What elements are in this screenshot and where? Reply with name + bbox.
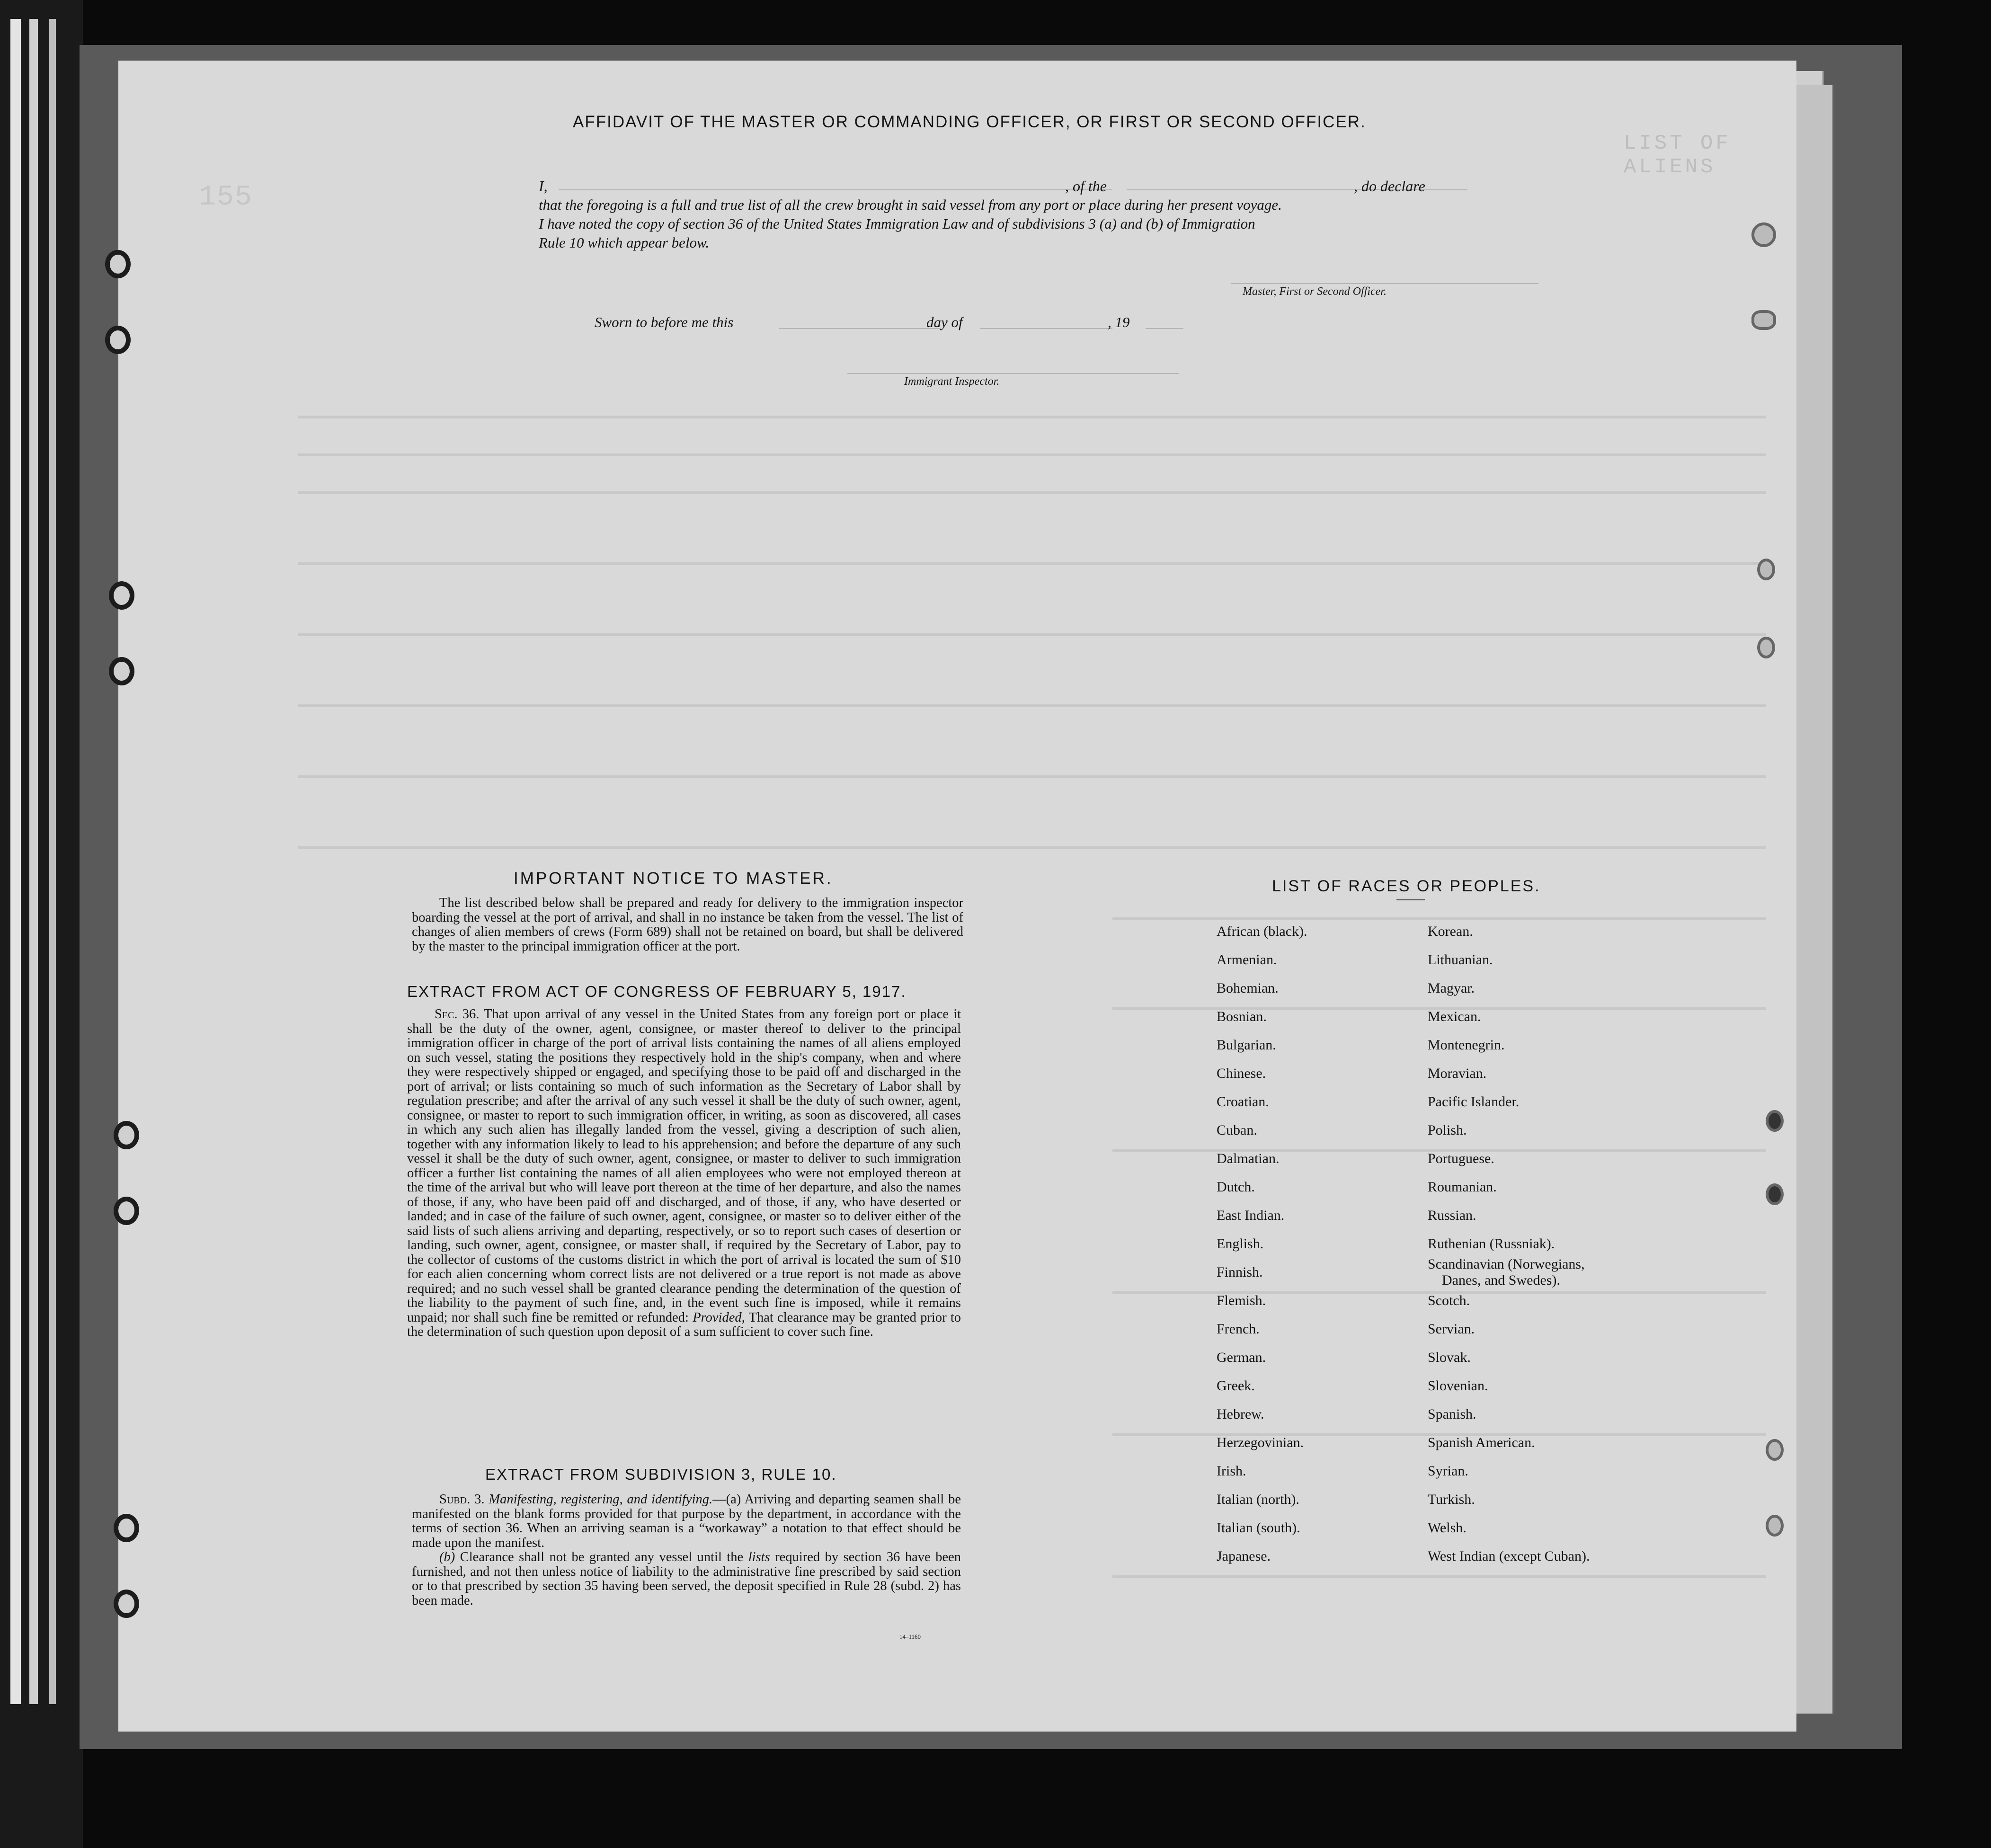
race-item: Portuguese. xyxy=(1428,1151,1494,1166)
race-item: Spanish American. xyxy=(1428,1435,1535,1450)
sworn-month-blank[interactable] xyxy=(980,328,1112,329)
act-sec-36-paragraph xyxy=(407,1007,961,1340)
race-item: Herzegovinian. xyxy=(1217,1435,1304,1450)
punch-hole xyxy=(114,1121,139,1149)
subd-b-lists: lists xyxy=(748,1550,770,1564)
notice-paragraph: The list described below shall be prepared and ready for delivery to the immigration inspector boarding the vessel at the port of arrival, and shall in no instance be taken from the vessel. The list of changes of alien members of crews (Form 689) shall not be retained on board, but shall be delivered by the master to the principal immigration officer at the port. xyxy=(412,896,963,954)
affidavit-statement-line-1: that the foregoing is a full and true list of all the crew brought in said vessel from any port or place during her present voyage. xyxy=(539,196,1282,213)
punch-hole xyxy=(1751,310,1776,330)
punch-hole xyxy=(1766,1110,1784,1132)
inspector-caption: Immigrant Inspector. xyxy=(904,375,1000,388)
affidavit-i-label: I, xyxy=(539,178,548,195)
notice-title: IMPORTANT NOTICE TO MASTER. xyxy=(514,869,833,888)
punch-hole xyxy=(105,326,131,354)
binder-strip xyxy=(10,19,21,1704)
race-item: Lithuanian. xyxy=(1428,952,1493,968)
race-item: Croatian. xyxy=(1217,1094,1269,1110)
race-item: Japanese. xyxy=(1217,1548,1271,1564)
manifest-page xyxy=(118,61,1796,1732)
race-item: Pacific Islander. xyxy=(1428,1094,1520,1110)
race-item: Chinese. xyxy=(1217,1066,1266,1081)
race-item: Italian (south). xyxy=(1217,1520,1300,1536)
race-item-continued: Danes, and Swedes). xyxy=(1442,1272,1560,1288)
bleed-through-rule xyxy=(298,491,1766,494)
subd-a-text: —(a) Arriving and departing seamen shall be manifested on the blank forms provided for that purpose by the department, in accordance with the terms of section 36. When an arriving seaman is a “workaway” a notation to that effect should be made upon the manifest. xyxy=(412,1492,961,1550)
race-item: Korean. xyxy=(1428,924,1473,939)
race-item: Scotch. xyxy=(1428,1293,1470,1308)
subd-heading: Manifesting, registering, and identifying. xyxy=(489,1492,713,1507)
races-title: LIST OF RACES OR PEOPLES. xyxy=(1272,877,1541,895)
punch-hole xyxy=(1766,1515,1784,1537)
punch-hole xyxy=(1766,1439,1784,1461)
affidavit-statement-line-2: I have noted the copy of section 36 of the United States Immigration Law and of subdivisions 3 (a) and (b) of Immigration xyxy=(539,215,1255,232)
race-item: Irish. xyxy=(1217,1463,1246,1479)
race-item: Slovak. xyxy=(1428,1350,1471,1365)
race-item: Mexican. xyxy=(1428,1009,1481,1024)
binder-strip xyxy=(49,19,56,1704)
bleed-through-rule xyxy=(298,416,1766,418)
race-item: Magyar. xyxy=(1428,980,1475,996)
subdivision-b-paragraph xyxy=(412,1550,961,1608)
race-item: Dutch. xyxy=(1217,1179,1255,1195)
rule-extract-title: EXTRACT FROM SUBDIVISION 3, RULE 10. xyxy=(485,1466,837,1483)
bleed-through-rule xyxy=(298,453,1766,456)
race-item: Russian. xyxy=(1428,1208,1476,1223)
bleed-through-rule xyxy=(1112,1575,1766,1578)
race-item: Moravian. xyxy=(1428,1066,1487,1081)
race-item: East Indian. xyxy=(1217,1208,1285,1223)
sec-36-text: That upon arrival of any vessel in the United States from any foreign port or place it shall be the duty of the owner, agent, consignee, or master thereof to deliver to the principal immigration officer in charge of the port of arrival lists containing the names of all aliens employed on such vessel, stating the positions they respectively hold in the ship's company, when and where they were respectively shipped or engaged, and specifying those to be paid off and discharged in the port of arrival; or lists containing so much of such information as the Secretary of Labor shall by regulation prescribe; and after the arrival of any such vessel it shall be the duty of such owner, agent, consignee, or master to report to such immigration officer, in writing, as soon as discovered, all cases in which any such alien has illegally landed from the vessel, giving a description of such alien, together with any information likely to lead to his apprehension; and before the departure of any such vessel it shall be the duty of such owner, agent, consignee, or master to deliver to such immigration officer a further list containing the names of all alien employees who were not employed thereon at the time of the arrival but who will leave port thereon at the time of her departure, and also the names of those, if any, who have been paid off and discharged, and of those, if any, who have deserted or landed; and in case of the failure of such owner, agent, consignee, or master so to deliver either of the said lists of such aliens arriving and departing, respectively, or so to report such cases of desertion or landing, such owner, agent, consignee, or master shall, if required by the Secretary of Labor, pay to the collector of customs of the customs district in which the port of arrival is located the sum of $10 for each alien concerning whom correct lists are not delivered or a true report is not made as above required; and no such vessel shall be granted clearance pending the determination of the question of the liability to the payment of such fine, and, in the event such fine is imposed, while it remains unpaid; nor shall such fine be remitted or refunded: xyxy=(407,1007,961,1325)
affidavit-do-declare-label: , do declare xyxy=(1354,178,1425,195)
bleed-through-rule xyxy=(298,562,1766,565)
punch-hole xyxy=(1757,637,1775,658)
race-item: Bohemian. xyxy=(1217,980,1279,996)
race-item: Turkish. xyxy=(1428,1492,1475,1507)
race-item: Flemish. xyxy=(1217,1293,1266,1308)
race-item: African (black). xyxy=(1217,924,1307,939)
sworn-year-blank[interactable] xyxy=(1146,328,1183,329)
race-item: Roumanian. xyxy=(1428,1179,1497,1195)
races-column-right xyxy=(1428,924,1759,1564)
signatory-caption: Master, First or Second Officer. xyxy=(1243,285,1387,298)
race-item: Finnish. xyxy=(1217,1264,1263,1280)
inspector-signature-blank[interactable] xyxy=(847,373,1179,374)
race-item: French. xyxy=(1217,1321,1260,1337)
affidavit-statement-line-3: Rule 10 which appear below. xyxy=(539,234,710,251)
sworn-label: Sworn to before me this xyxy=(595,314,734,330)
bleed-through-rule xyxy=(298,633,1766,636)
race-item: Armenian. xyxy=(1217,952,1277,968)
race-item: Welsh. xyxy=(1428,1520,1467,1536)
punch-hole xyxy=(109,581,134,610)
punch-hole xyxy=(114,1514,139,1542)
punch-hole xyxy=(1766,1183,1784,1205)
punch-hole xyxy=(114,1197,139,1225)
bleed-through-rule xyxy=(1112,917,1766,920)
bleed-through-rule xyxy=(298,704,1766,707)
punch-hole xyxy=(1751,222,1776,247)
year-label: , 19 xyxy=(1108,314,1130,330)
race-item: Syrian. xyxy=(1428,1463,1468,1479)
provided-label: Provided, xyxy=(693,1310,745,1325)
race-item: Cuban. xyxy=(1217,1122,1257,1138)
punch-hole xyxy=(1757,559,1775,580)
race-item: German. xyxy=(1217,1350,1266,1365)
binder-strip xyxy=(29,19,38,1704)
punch-hole xyxy=(105,250,131,278)
race-item: Dalmatian. xyxy=(1217,1151,1280,1166)
subdivision-a-paragraph xyxy=(412,1493,961,1550)
race-item: Spanish. xyxy=(1428,1406,1476,1422)
officer-signature-blank[interactable] xyxy=(1231,283,1538,284)
act-extract-title: EXTRACT FROM ACT OF CONGRESS OF FEBRUARY 5, 1917. xyxy=(407,983,907,1000)
race-item: English. xyxy=(1217,1236,1264,1252)
subd-b-text-rest: required by section 36 have been furnished, and not then unless notice of liability to the administrative fine prescribed by said section or to that prescribed by section 35 having been served, the deposit specified in Rule 28 (subd. 2) has been made. xyxy=(412,1550,961,1608)
race-item: Ruthenian (Russniak). xyxy=(1428,1236,1555,1252)
race-item: Greek. xyxy=(1217,1378,1255,1394)
race-item: Bulgarian. xyxy=(1217,1037,1276,1053)
master-name-blank[interactable] xyxy=(559,189,1112,190)
affidavit-of-the-label: , of the xyxy=(1065,178,1107,195)
races-column-left xyxy=(1217,924,1453,1564)
sec-36-text-end: That clearance may be granted prior to the determination of such question upon deposit of a sum sufficient to cover such fine. xyxy=(407,1310,961,1339)
race-item: Slovenian. xyxy=(1428,1378,1488,1394)
race-item: Italian (north). xyxy=(1217,1492,1299,1507)
punch-hole xyxy=(109,657,134,685)
race-item: Bosnian. xyxy=(1217,1009,1267,1024)
affidavit-title: AFFIDAVIT OF THE MASTER OR COMMANDING OFFICER, OR FIRST OR SECOND OFFICER. xyxy=(573,113,1366,131)
sworn-day-blank[interactable] xyxy=(779,328,940,329)
race-item: West Indian (except Cuban). xyxy=(1428,1548,1590,1564)
race-item: Scandinavian (Norwegians, xyxy=(1428,1256,1585,1272)
rule-extract-body xyxy=(412,1493,961,1608)
day-of-label: day of xyxy=(926,314,963,330)
sec-label: Sec. 36. xyxy=(435,1007,480,1022)
subd-b-label: (b) xyxy=(439,1550,455,1564)
subd-label: Subd. 3. xyxy=(439,1492,485,1507)
bleed-through-rule xyxy=(298,846,1766,849)
punch-hole xyxy=(114,1590,139,1618)
subd-b-text-start: Clearance shall not be granted any vessel until the xyxy=(460,1550,744,1564)
bleed-through-text: LIST OF ALIENS xyxy=(1624,132,1731,179)
race-item: Hebrew. xyxy=(1217,1406,1264,1422)
bleed-through-rule xyxy=(298,775,1766,778)
form-number: 14–1160 xyxy=(899,1633,921,1640)
races-title-rule xyxy=(1396,899,1425,900)
act-extract-body xyxy=(407,1007,961,1340)
page-number-mark: 155 xyxy=(199,181,253,213)
notice-body xyxy=(412,896,963,954)
race-item: Montenegrin. xyxy=(1428,1037,1505,1053)
race-item: Polish. xyxy=(1428,1122,1467,1138)
race-item: Servian. xyxy=(1428,1321,1475,1337)
